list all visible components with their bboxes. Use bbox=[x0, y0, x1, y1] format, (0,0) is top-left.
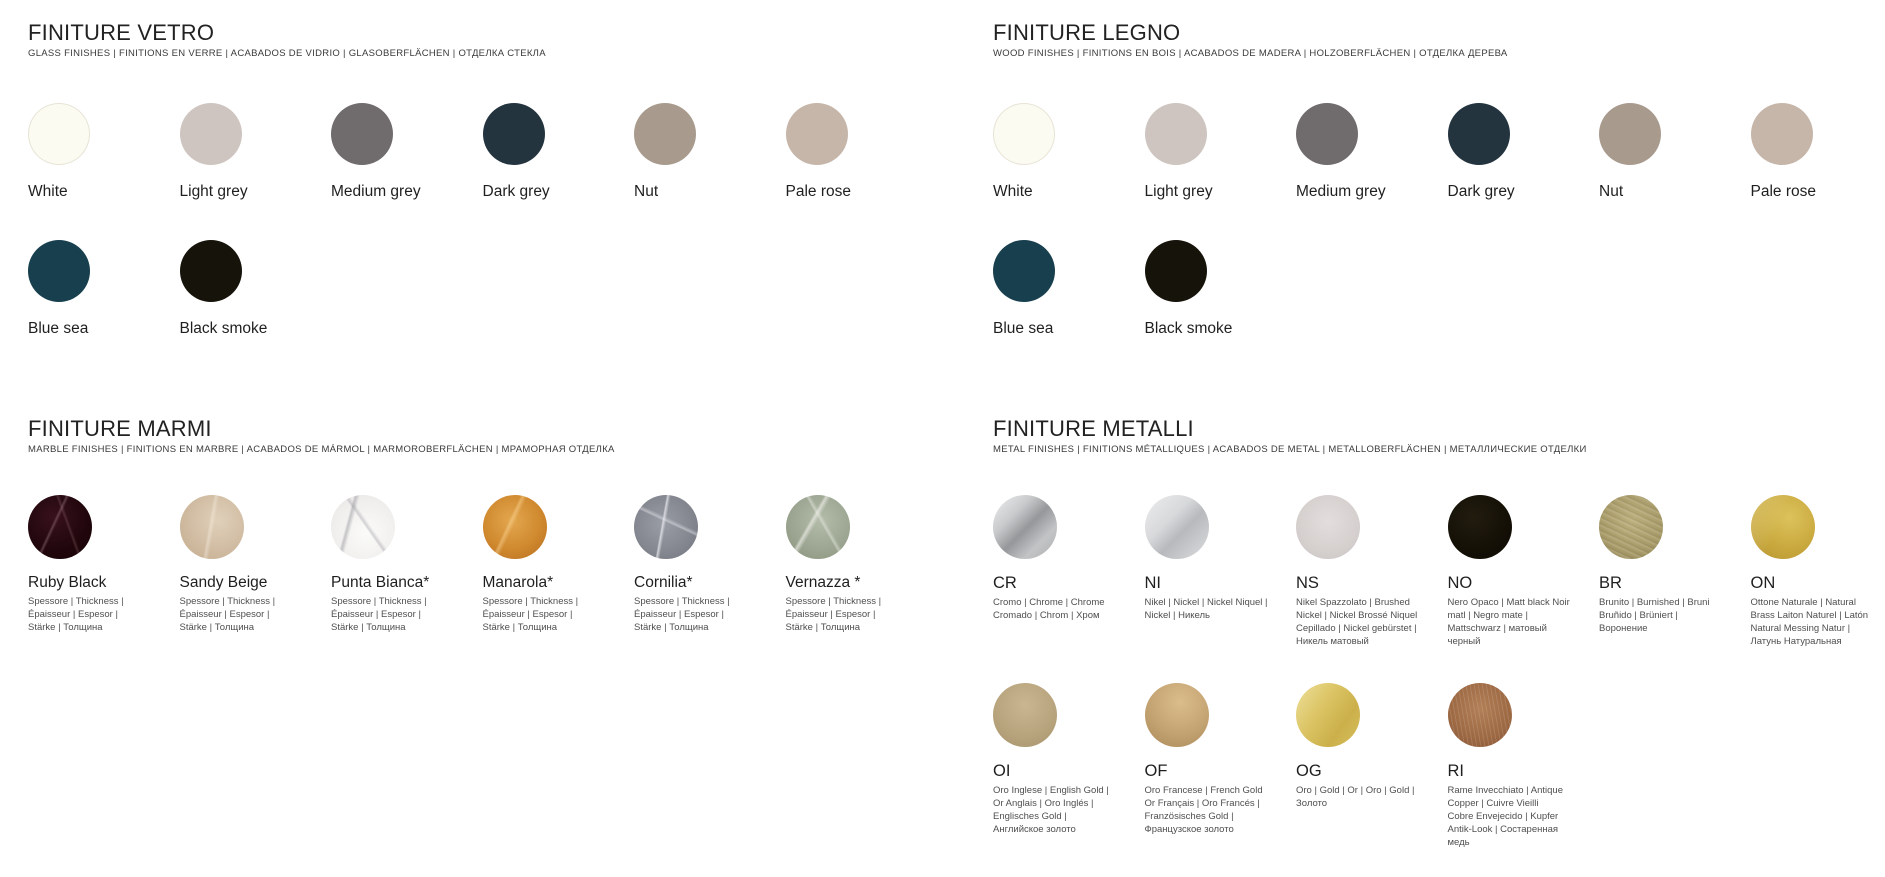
swatch-metal-ni-nickel bbox=[1145, 495, 1297, 683]
cornilia-swatch-circle bbox=[634, 495, 698, 559]
swatch-glass-white bbox=[28, 103, 180, 240]
thickness-note: Spessore | Thickness | Épaisseur | Espesor | Stärke | Толщина bbox=[634, 596, 730, 633]
marble-name: Vernazza * bbox=[785, 574, 861, 591]
swatch-label: Dark grey bbox=[482, 183, 550, 200]
swatch-metal-br-burnished bbox=[1599, 495, 1751, 683]
swatch-metal-ri-antique-copper bbox=[1448, 683, 1600, 871]
swatch-glass-pale-rose bbox=[786, 103, 938, 240]
swatch-metal-cr-chrome bbox=[993, 495, 1145, 683]
metal-code: RI bbox=[1447, 762, 1464, 780]
ruby-black-swatch-circle bbox=[28, 495, 92, 559]
metal-code: ON bbox=[1750, 574, 1776, 592]
swatch-metal-og-gold bbox=[1296, 683, 1448, 871]
blue-sea-swatch-circle bbox=[993, 240, 1055, 302]
swatch-metal-ns-brushed-nickel bbox=[1296, 495, 1448, 683]
glass-section-subtitle: GLASS FINISHES | FINITIONS EN VERRE | ACABADOS DE VIDRIO | GLASOBERFLÄCHEN | ОТДЕЛКА СТЕКЛА bbox=[28, 48, 546, 59]
medium-grey-swatch-circle bbox=[331, 103, 393, 165]
swatch-marble-punta-bianca bbox=[331, 495, 483, 634]
dark-grey-swatch-circle bbox=[1448, 103, 1510, 165]
nickel-swatch-circle bbox=[1145, 495, 1209, 559]
swatch-label: Pale rose bbox=[785, 183, 851, 200]
metal-desc: Nikel Spazzolato | Brushed Nickel | Nickel Brossé Niquel Cepillado | Nickel gebürstet | Никель матовый bbox=[1296, 597, 1418, 647]
swatch-label: Light grey bbox=[179, 183, 248, 200]
swatch-glass-black-smoke bbox=[180, 240, 332, 377]
swatch-marble-manarola bbox=[483, 495, 635, 634]
swatch-label: Black smoke bbox=[1144, 320, 1233, 337]
wood-section-subtitle: WOOD FINISHES | FINITIONS EN BOIS | ACABADOS DE MADERA | HOLZOBERFLÄCHEN | ОТДЕЛКА ДЕРЕВА bbox=[993, 48, 1508, 59]
manarola-swatch-circle bbox=[483, 495, 547, 559]
swatch-wood-medium-grey bbox=[1296, 103, 1448, 240]
marble-name: Ruby Black bbox=[28, 574, 107, 591]
swatch-wood-pale-rose bbox=[1751, 103, 1885, 240]
swatch-wood-light-grey bbox=[1145, 103, 1297, 240]
swatch-metal-no-matt-black bbox=[1448, 495, 1600, 683]
nut-swatch-circle bbox=[1599, 103, 1661, 165]
vernazza-swatch-circle bbox=[786, 495, 850, 559]
swatch-wood-dark-grey bbox=[1448, 103, 1600, 240]
swatch-label: Blue sea bbox=[993, 320, 1054, 337]
punta-bianca-swatch-circle bbox=[331, 495, 395, 559]
metal-desc: Ottone Naturale | Natural Brass Laiton Naturel | Latón Natural Messing Natur | Латунь Натуральная bbox=[1750, 597, 1869, 647]
english-gold-swatch-circle bbox=[993, 683, 1057, 747]
swatch-metal-oi-english-gold bbox=[993, 683, 1145, 871]
swatch-wood-blue-sea bbox=[993, 240, 1145, 377]
metal-code: NO bbox=[1447, 574, 1473, 592]
metal-desc: Oro | Gold | Or | Oro | Gold | Золото bbox=[1296, 785, 1415, 809]
white-swatch-circle bbox=[28, 103, 90, 165]
section-metal-finishes bbox=[993, 418, 1885, 871]
marble-section-subtitle: MARBLE FINISHES | FINITIONS EN MARBRE | ACABADOS DE MÁRMOL | MARMOROBERFLÄCHEN | МРАМОРНАЯ ОТДЕЛКА bbox=[28, 444, 615, 455]
swatch-label: Dark grey bbox=[1447, 183, 1515, 200]
marble-swatch-grid bbox=[28, 495, 937, 634]
swatch-label: Black smoke bbox=[179, 320, 268, 337]
metal-desc: Cromo | Chrome | Chrome Cromado | Chrom | Хром bbox=[993, 597, 1105, 621]
medium-grey-swatch-circle bbox=[1296, 103, 1358, 165]
swatch-marble-vernazza bbox=[786, 495, 938, 634]
metal-code: OI bbox=[993, 762, 1011, 780]
natural-brass-swatch-circle bbox=[1751, 495, 1815, 559]
thickness-note: Spessore | Thickness | Épaisseur | Espesor | Stärke | Толщина bbox=[482, 596, 579, 633]
swatch-glass-dark-grey bbox=[483, 103, 635, 240]
metal-code: NI bbox=[1144, 574, 1161, 592]
section-marble-finishes bbox=[28, 418, 937, 634]
swatch-label: White bbox=[28, 183, 68, 200]
french-gold-swatch-circle bbox=[1145, 683, 1209, 747]
metal-code: CR bbox=[993, 574, 1017, 592]
marble-name: Sandy Beige bbox=[179, 574, 268, 591]
metal-desc: Oro Francese | French Gold Or Français | Oro Francés | Französisches Gold | Французское золото bbox=[1144, 785, 1263, 835]
marble-name: Manarola* bbox=[482, 574, 554, 591]
swatch-wood-white bbox=[993, 103, 1145, 240]
swatch-glass-medium-grey bbox=[331, 103, 483, 240]
wood-section-title: FINITURE LEGNO bbox=[993, 20, 1181, 45]
pale-rose-swatch-circle bbox=[786, 103, 848, 165]
swatch-glass-blue-sea bbox=[28, 240, 180, 377]
metal-desc: Brunito | Burnished | Bruni Bruñido | Brüniert | Воронение bbox=[1599, 597, 1710, 634]
brushed-nickel-swatch-circle bbox=[1296, 495, 1360, 559]
swatch-glass-light-grey bbox=[180, 103, 332, 240]
marble-name: Punta Bianca* bbox=[331, 574, 430, 591]
metal-code: NS bbox=[1296, 574, 1319, 592]
swatch-metal-of-french-gold bbox=[1145, 683, 1297, 871]
light-grey-swatch-circle bbox=[1145, 103, 1207, 165]
metal-desc: Nikel | Nickel | Nickel Niquel | Nickel | Никель bbox=[1144, 597, 1268, 621]
metal-code: OF bbox=[1144, 762, 1168, 780]
pale-rose-swatch-circle bbox=[1751, 103, 1813, 165]
gold-swatch-circle bbox=[1296, 683, 1360, 747]
swatch-wood-black-smoke bbox=[1145, 240, 1297, 377]
swatch-marble-ruby-black bbox=[28, 495, 180, 634]
swatch-label: Nut bbox=[634, 183, 659, 200]
swatch-metal-on-natural-brass bbox=[1751, 495, 1885, 683]
marble-name: Cornilia* bbox=[634, 574, 693, 591]
chrome-swatch-circle bbox=[993, 495, 1057, 559]
blue-sea-swatch-circle bbox=[28, 240, 90, 302]
swatch-label: White bbox=[993, 183, 1033, 200]
metal-desc: Oro Inglese | English Gold | Or Anglais | Oro Inglés | Englisches Gold | Английское золото bbox=[993, 785, 1109, 835]
swatch-label: Blue sea bbox=[28, 320, 89, 337]
glass-section-title: FINITURE VETRO bbox=[28, 20, 215, 45]
metal-swatch-grid bbox=[993, 495, 1885, 871]
burnished-swatch-circle bbox=[1599, 495, 1663, 559]
swatch-label: Light grey bbox=[1144, 183, 1213, 200]
swatch-glass-nut bbox=[634, 103, 786, 240]
swatch-marble-cornilia bbox=[634, 495, 786, 634]
black-smoke-swatch-circle bbox=[180, 240, 242, 302]
black-smoke-swatch-circle bbox=[1145, 240, 1207, 302]
swatch-label: Nut bbox=[1599, 183, 1624, 200]
metal-code: BR bbox=[1599, 574, 1622, 592]
sandy-beige-swatch-circle bbox=[180, 495, 244, 559]
glass-swatch-grid bbox=[28, 103, 937, 377]
antique-copper-swatch-circle bbox=[1448, 683, 1512, 747]
metal-section-subtitle: METAL FINISHES | FINITIONS MÉTALLIQUES | ACABADOS DE METAL | METALLOBERFLÄCHEN | МЕТАЛЛИЧЕСКИЕ ОТДЕЛКИ bbox=[993, 444, 1587, 455]
swatch-label: Medium grey bbox=[1296, 183, 1386, 200]
swatch-label: Pale rose bbox=[1750, 183, 1816, 200]
thickness-note: Spessore | Thickness | Épaisseur | Espesor | Stärke | Толщина bbox=[179, 596, 276, 633]
thickness-note: Spessore | Thickness | Épaisseur | Espesor | Stärke | Толщина bbox=[331, 596, 427, 633]
light-grey-swatch-circle bbox=[180, 103, 242, 165]
white-swatch-circle bbox=[993, 103, 1055, 165]
metal-desc: Rame Invecchiato | Antique Copper | Cuivre Vieilli Cobre Envejecido | Kupfer Antik-Look | Состаренная медь bbox=[1447, 785, 1563, 848]
metal-desc: Nero Opaco | Matt black Noir matl | Negro mate | Mattschwarz | матовый черный bbox=[1447, 597, 1570, 647]
thickness-note: Spessore | Thickness | Épaisseur | Espesor | Stärke | Толщина bbox=[28, 596, 124, 633]
metal-code: OG bbox=[1296, 762, 1322, 780]
thickness-note: Spessore | Thickness | Épaisseur | Espesor | Stärke | Толщина bbox=[785, 596, 882, 633]
dark-grey-swatch-circle bbox=[483, 103, 545, 165]
section-wood-finishes bbox=[993, 22, 1885, 377]
nut-swatch-circle bbox=[634, 103, 696, 165]
marble-section-title: FINITURE MARMI bbox=[28, 416, 212, 441]
section-glass-finishes bbox=[28, 22, 937, 377]
wood-swatch-grid bbox=[993, 103, 1885, 377]
swatch-label: Medium grey bbox=[331, 183, 421, 200]
swatch-marble-sandy-beige bbox=[180, 495, 332, 634]
swatch-wood-nut bbox=[1599, 103, 1751, 240]
metal-section-title: FINITURE METALLI bbox=[993, 416, 1194, 441]
matt-black-swatch-circle bbox=[1448, 495, 1512, 559]
